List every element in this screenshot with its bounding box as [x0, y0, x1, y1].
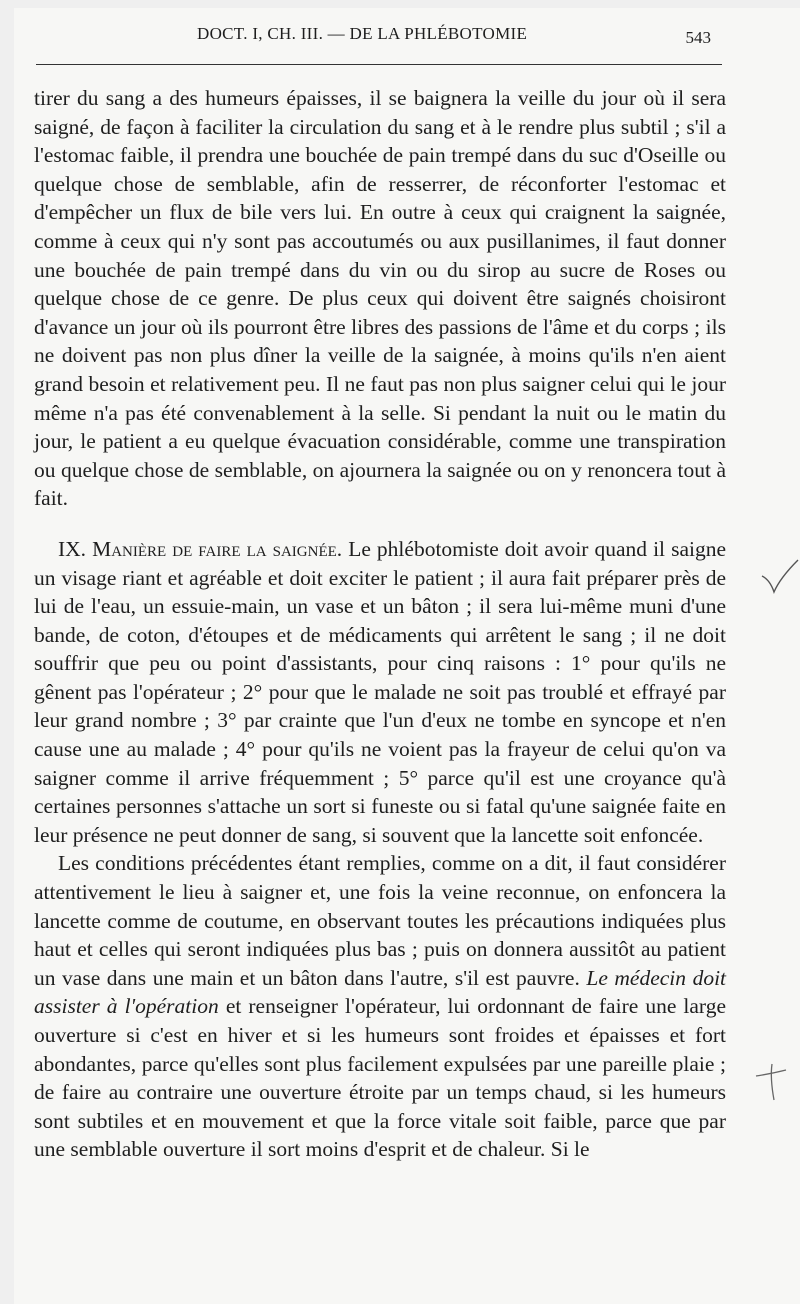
paragraph-3 — [34, 849, 726, 1164]
paragraph-2 — [34, 535, 726, 850]
paragraph-3-text-after: et renseigner l'opérateur, lui ordonnant de faire une large ouverture si c'est en hiver et si les humeurs sont froides et épaisses et fort abondantes, parce qu'elles sont plus facilement expulsées par une pareille plaie ; de faire au contraire une ouverture étroite par un temps chaud, si les humeurs sont subtiles et en mouvement et que la force vitale soit faible, parce que par une semblable ouverture il sort moins d'esprit et de chaleur. Si le — [34, 994, 726, 1162]
section-heading: Manière de faire la saignée. — [92, 536, 343, 561]
cross-annotation — [752, 1062, 792, 1102]
running-head: DOCT. I, CH. III. — DE LA PHLÉBOTOMIE — [197, 24, 528, 43]
paragraph-1 — [34, 84, 726, 513]
body-text — [34, 84, 726, 1164]
paragraph-3-italic: Le médecin doit assister à l'opération — [34, 965, 727, 1019]
paragraph-2-text: Le phlébotomiste doit avoir quand il saigne un visage riant et agréable et doit exciter le patient ; il aura fait préparer près de lui de l'eau, un essuie-main, un vase et un bâton ; il sera lui-même muni d'une bande, de coton, d'étoupes et de médicaments qui arrêtent le sang ; il ne doit souffrir que peu ou point d'assistants, pour cinq raisons : 1° pour qu'ils ne gênent pas l'opérateur ; 2° pour que le malade ne soit pas troublé et effrayé par leur grand nombre ; 3° par crainte que l'un d'eux ne tombe en syncope et n'en cause une au malade ; 4° pour qu'ils ne voient pas la frayeur de celui qu'on va saigner comme il arrive fréquemment ; 5° parce qu'il est une croyance qu'à certaines personnes s'attache un sort si funeste ou si fatal qu'une saignée faite en leur présence ne peut donner de sang, si souvent que la lancette soit enfoncée. — [34, 536, 727, 847]
section-number: IX. — [58, 536, 87, 561]
header-rule — [36, 64, 722, 65]
page-number: 543 — [685, 28, 711, 47]
paragraph-3-text-before: Les conditions précédentes étant remplies, comme on a dit, il faut considérer attentivement le lieu à saigner et, une fois la veine reconnue, on enfoncera la lancette comme de coutume, en observant toutes les précautions indiquées plus haut et celles qui seront indiquées plus bas ; puis on donnera aussitôt au patient un vase dans une main et un bâton dans l'autre, s'il est pauvre. — [34, 851, 726, 990]
checkmark-annotation — [760, 556, 800, 596]
paragraph-1-text: tirer du sang a des humeurs épaisses, il se baignera la veille du jour où il sera saigné, de façon à faciliter la circulation du sang et à le rendre plus subtil ; s'il a l'estomac faible, il prendra une bouchée de pain trempé dans du suc d'Oseille ou quelque chose de semblable, afin de resserrer, de réconforter l'estomac et d'empêcher un flux de bile vers lui. En outre à ceux qui craignent la saignée, comme à ceux qui n'y sont pas accoutumés ou aux pusillanimes, il faut donner une bouchée de pain trempé dans du vin ou du sirop au sucre de Roses ou quelque chose de ce genre. De plus ceux qui doivent être saignés choisiront d'avance un jour où ils pourront être libres des passions de l'âme et du corps ; ils ne doivent pas non plus dîner la veille de la saignée, à moins qu'ils n'en aient grand besoin et relativement peu. Il ne faut pas non plus saigner celui qui le jour même n'a pas été convenablement à la selle. Si pendant la nuit ou le matin du jour, le patient a eu quelque évacuation considérable, comme une transpiration ou quelque chose de semblable, on ajournera la saignée ou on y renoncera tout à fait. — [34, 86, 726, 511]
page-header — [33, 24, 729, 54]
